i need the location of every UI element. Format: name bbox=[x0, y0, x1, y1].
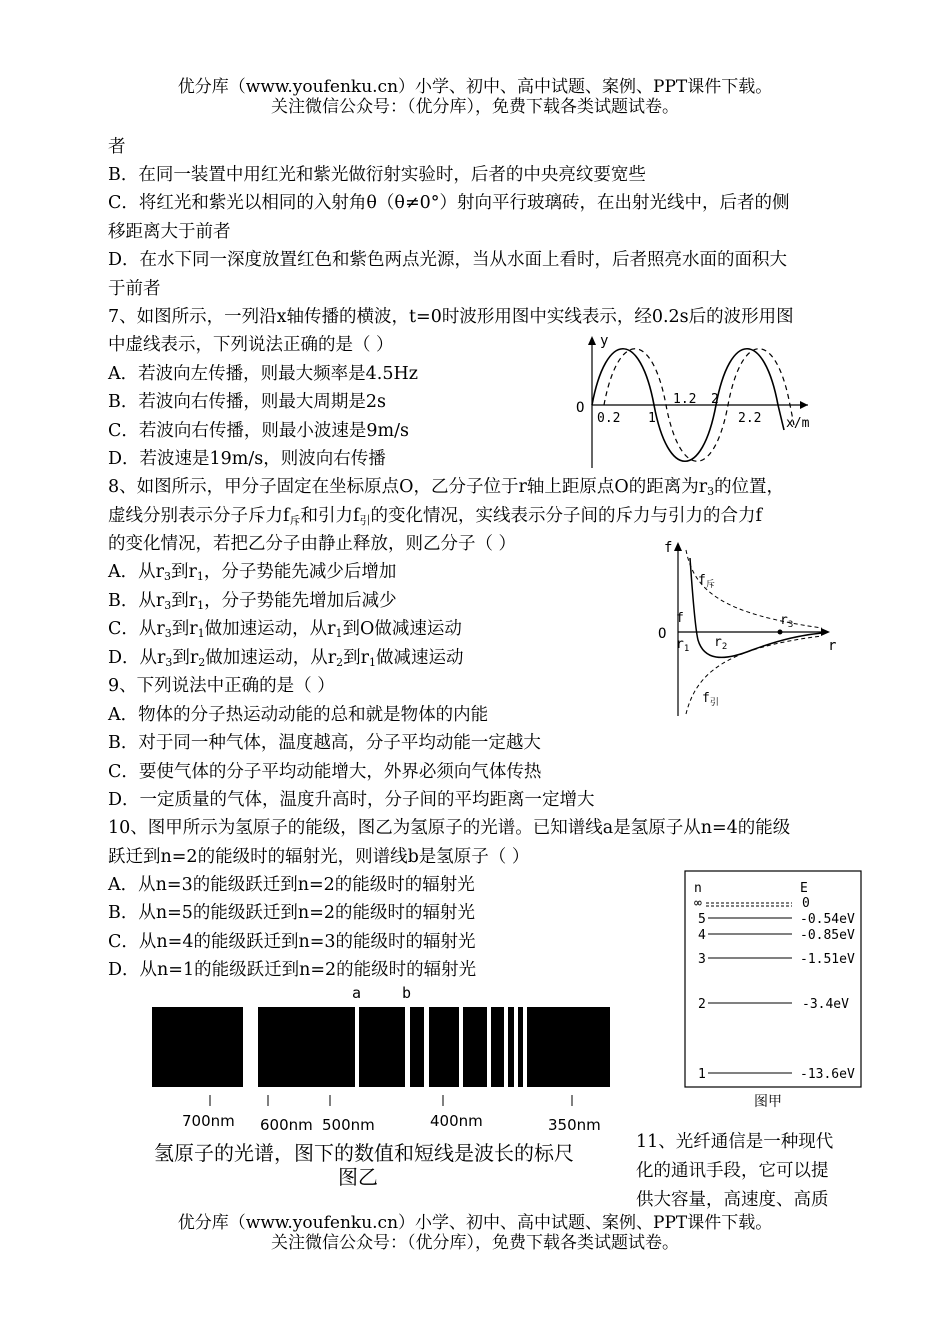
y-label: y bbox=[600, 333, 609, 349]
q6-option-d-line1: D．在水下同一深度放置红色和紫色两点光源，当从水面上看时，后者照亮水面的面积大 bbox=[108, 250, 788, 270]
spectrum-caption-1: 氢原子的光谱，图下的数值和短线是波长的标尺 bbox=[154, 1141, 574, 1165]
svg-text:-1.51eV: -1.51eV bbox=[800, 952, 855, 967]
y-axis-arrow bbox=[588, 336, 596, 345]
tick-400nm: 400nm bbox=[430, 1112, 483, 1130]
x-axis-arrow bbox=[800, 401, 808, 409]
energy-level-figure bbox=[684, 870, 864, 1112]
q9-option-d: D．一定质量的气体，温度升高时，分子间的平均距离一定增大 bbox=[108, 790, 595, 810]
q6-tail: 者 bbox=[108, 137, 126, 157]
svg-text:5: 5 bbox=[698, 912, 706, 927]
footer-line-2: 关注微信公众号：（优分库），免费下载各类试题试卷。 bbox=[271, 1233, 679, 1253]
tick-1: 1 bbox=[648, 411, 656, 426]
q9-stem: 9、下列说法中正确的是（ ） bbox=[108, 676, 335, 696]
q8-stem-line3: 的变化情况，若把乙分子由静止释放，则乙分子（ ） bbox=[108, 534, 517, 554]
q7-option-c: C．若波向右传播，则最小波速是9m/s bbox=[108, 421, 409, 441]
q8-option-b: B．从$r_3$到$r_1$，分子势能先增加后减少 bbox=[108, 591, 397, 612]
q10-stem-line2: 跃迁到n=2的能级时的辐射光，则谱线b是氢原子（ ） bbox=[108, 847, 530, 867]
svg-text:3: 3 bbox=[698, 952, 706, 967]
tick-2-2: 2.2 bbox=[738, 411, 762, 426]
r-axis-arrow bbox=[821, 628, 830, 636]
tick-1-2: 1.2 bbox=[673, 392, 697, 407]
q8-option-d: D．从$r_3$到$r_2$做加速运动，从$r_2$到$r_1$做减速运动 bbox=[108, 648, 464, 669]
molecular-force-figure bbox=[652, 536, 844, 718]
tick-2: 2 bbox=[711, 392, 719, 407]
tick-700nm: 700nm bbox=[182, 1112, 235, 1130]
r3-point bbox=[778, 630, 783, 635]
origin-label: O bbox=[658, 626, 667, 642]
q8-option-c: C．从$r_3$到$r_1$做加速运动，从$r_1$到O做减速运动 bbox=[108, 619, 462, 640]
svg-text:2: 2 bbox=[698, 997, 706, 1012]
q11-line2: 化的通讯手段，它可以提 bbox=[636, 1161, 829, 1181]
svg-text:-3.4eV: -3.4eV bbox=[802, 997, 849, 1012]
q8-stem-line1: 8、如图所示，甲分子固定在坐标原点O，乙分子位于r轴上距原点O的距离为$r_3$的位置， bbox=[108, 477, 785, 498]
q10-option-b: B．从n=5的能级跃迁到n=2的能级时的辐射光 bbox=[108, 903, 475, 923]
r1-label: $r_1$ bbox=[676, 637, 690, 654]
tick-350nm: 350nm bbox=[548, 1116, 601, 1134]
f-rep-label: $f_斥$ bbox=[698, 573, 715, 590]
q7-option-a: A．若波向左传播，则最大频率是4.5Hz bbox=[108, 364, 418, 384]
svg-text:4: 4 bbox=[698, 928, 706, 943]
svg-text:1: 1 bbox=[698, 1067, 706, 1082]
q7-option-b: B．若波向右传播，则最大周期是2s bbox=[108, 392, 386, 412]
net-force-curve bbox=[690, 558, 822, 657]
header-line-2: 关注微信公众号：（优分库），免费下载各类试题试卷。 bbox=[271, 97, 679, 117]
footer-line-1: 优分库（www.youfenku.cn）小学、初中、高中试题、案例、PPT课件下载。 bbox=[177, 1213, 773, 1233]
q9-option-c: C．要使气体的分子平均动能增大，外界必须向气体传热 bbox=[108, 762, 542, 782]
f-axis-arrow bbox=[674, 542, 682, 551]
q7-option-d: D．若波速是19m/s，则波向右传播 bbox=[108, 449, 386, 469]
tick-600nm: 600nm bbox=[260, 1116, 313, 1134]
x-label: x/m bbox=[786, 416, 810, 431]
spectrum-caption-2: 图乙 bbox=[338, 1165, 378, 1189]
q6-option-b: B．在同一装置中用红光和紫光做衍射实验时，后者的中央亮纹要宽些 bbox=[108, 165, 646, 185]
q6-option-c-line2: 移距离大于前者 bbox=[108, 222, 231, 242]
svg-text:0: 0 bbox=[802, 896, 810, 911]
q9-option-b: B．对于同一种气体，温度越高，分子平均动能一定越大 bbox=[108, 733, 541, 753]
q11-line3: 供大容量，高速度、高质 bbox=[636, 1190, 829, 1210]
q8-option-a: A．从$r_3$到$r_1$，分子势能先减少后增加 bbox=[108, 562, 397, 583]
q6-option-c-line1: C．将红光和紫光以相同的入射角θ（θ≠0°）射向平行玻璃砖，在出射光线中，后者的侧 bbox=[108, 193, 790, 213]
q7-stem-line2: 中虚线表示，下列说法正确的是（ ） bbox=[108, 335, 394, 355]
q10-option-c: C．从n=4的能级跃迁到n=3的能级时的辐射光 bbox=[108, 932, 476, 952]
tick-0-2: 0.2 bbox=[597, 411, 621, 426]
f-att-label: $f_引$ bbox=[702, 691, 719, 708]
wave-figure bbox=[570, 330, 820, 468]
q10-stem-line1: 10、图甲所示为氢原子的能级，图乙为氢原子的光谱。已知谱线a是氢原子从n=4的能级 bbox=[108, 818, 791, 838]
header-line-1: 优分库（www.youfenku.cn）小学、初中、高中试题、案例、PPT课件下载。 bbox=[177, 77, 773, 97]
r3-label: $r_3$ bbox=[780, 613, 794, 630]
line-a-label: a bbox=[352, 984, 362, 1002]
r-axis-label: r bbox=[828, 638, 837, 654]
q11-text bbox=[636, 1128, 833, 1215]
f-net-label: f bbox=[676, 611, 684, 626]
svg-text:-0.54eV: -0.54eV bbox=[800, 912, 855, 927]
origin-label: O bbox=[576, 400, 585, 416]
n-header: n bbox=[694, 881, 702, 896]
energy-caption: 图甲 bbox=[754, 1094, 782, 1110]
f-axis-label: f bbox=[664, 540, 673, 556]
q9-option-a: A．物体的分子热运动动能的总和就是物体的内能 bbox=[108, 705, 489, 725]
q7-stem-line1: 7、如图所示，一列沿x轴传播的横波，t=0时波形用图中实线表示，经0.2s后的波形用图 bbox=[108, 307, 794, 327]
q8-stem-line2: 虚线分别表示分子斥力$f_斥$和引力$f_引$的变化情况，实线表示分子间的斥力与引力的合力f bbox=[108, 506, 762, 527]
q6-option-d-line2: 于前者 bbox=[108, 279, 161, 299]
svg-text:∞: ∞ bbox=[694, 896, 702, 911]
q11-line1: 11、光纤通信是一种现代 bbox=[636, 1132, 834, 1152]
spectrum-bars bbox=[152, 1007, 610, 1087]
spectrum-figure bbox=[140, 980, 630, 1192]
q10-option-d: D．从n=1的能级跃迁到n=2的能级时的辐射光 bbox=[108, 960, 477, 980]
line-b-label: b bbox=[402, 984, 412, 1002]
tick-500nm: 500nm bbox=[322, 1116, 375, 1134]
q10-option-a: A．从n=3的能级跃迁到n=2的能级时的辐射光 bbox=[108, 875, 475, 895]
e-header: E bbox=[800, 881, 808, 896]
svg-text:-13.6eV: -13.6eV bbox=[800, 1067, 855, 1082]
r2-label: $r_2$ bbox=[714, 635, 728, 652]
wavelength-ticks bbox=[210, 1095, 572, 1106]
svg-text:-0.85eV: -0.85eV bbox=[800, 928, 855, 943]
